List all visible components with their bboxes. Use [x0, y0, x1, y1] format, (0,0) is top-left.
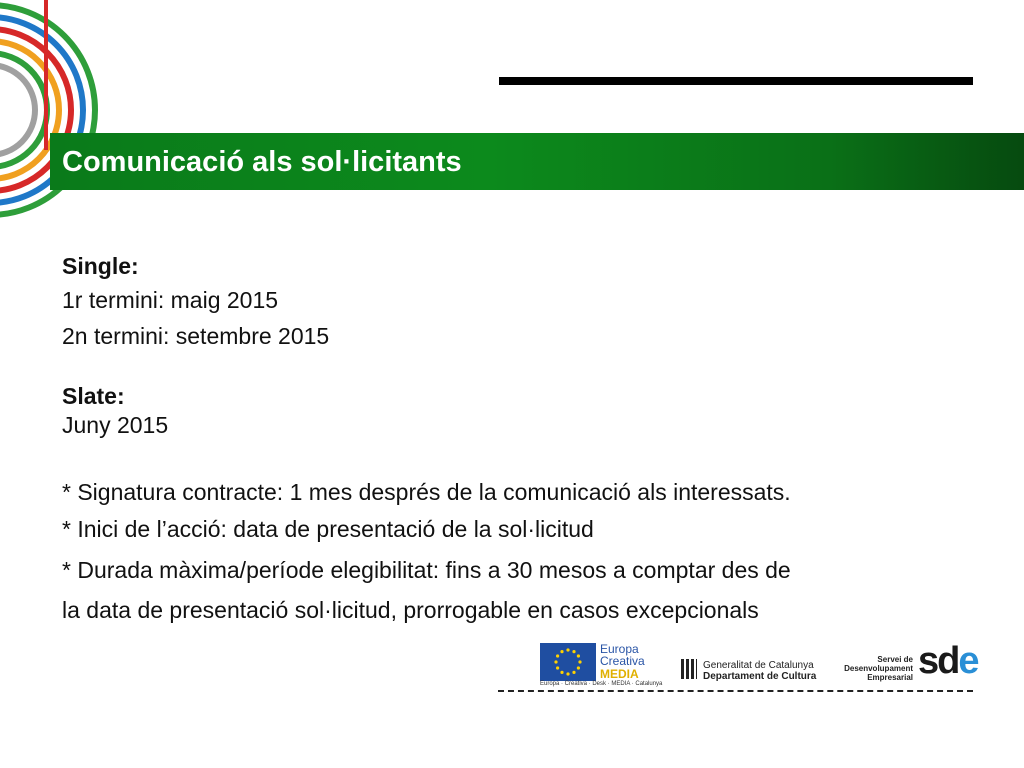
sde-logo-e: e	[958, 640, 978, 682]
slate-heading: Slate:	[62, 383, 125, 409]
note-line-2: * Inici de l’acció: data de presentació de la sol·licitud	[62, 516, 594, 542]
eu-logo-text-2: Creativa	[600, 654, 645, 668]
eu-stars-icon	[540, 643, 596, 681]
sde-logo-d: d	[937, 640, 959, 682]
sde-text-1: Servei de	[877, 655, 913, 664]
note-line-1: * Signatura contracte: 1 mes després de la comunicació als interessats.	[62, 479, 791, 505]
sde-text-3: Empresarial	[867, 673, 913, 682]
slate-line: Juny 2015	[62, 412, 169, 438]
generalitat-name: Generalitat de Catalunya	[703, 660, 814, 671]
top-rule	[499, 77, 973, 85]
single-heading: Single:	[62, 253, 139, 279]
eu-logo-media: MEDIA	[600, 667, 639, 681]
eu-flag-logo	[540, 643, 596, 681]
sde-text-2: Desenvolupament	[844, 664, 913, 673]
eu-logo-text-1: Europa	[600, 642, 639, 656]
note-line-3: * Durada màxima/període elegibilitat: fins a 30 mesos a comptar des de	[62, 557, 791, 583]
eu-logo-subtitle: Europa · Creativa · Desk · MEDIA · Catalunya	[540, 681, 663, 687]
single-line-1: 1r termini: maig 2015	[62, 287, 279, 313]
footer-dashed-rule	[498, 690, 973, 692]
sde-logo-s: s	[918, 640, 938, 682]
decorative-arcs	[0, 0, 110, 230]
generalitat-department: Departament de Cultura	[703, 671, 817, 682]
generalitat-emblem-icon	[681, 659, 697, 679]
note-line-4: la data de presentació sol·licitud, prorrogable en casos excepcionals	[62, 597, 759, 623]
sde-logo	[918, 640, 978, 682]
single-line-2: 2n termini: setembre 2015	[62, 323, 330, 349]
slide-title: Comunicació als sol·licitants	[62, 146, 462, 178]
